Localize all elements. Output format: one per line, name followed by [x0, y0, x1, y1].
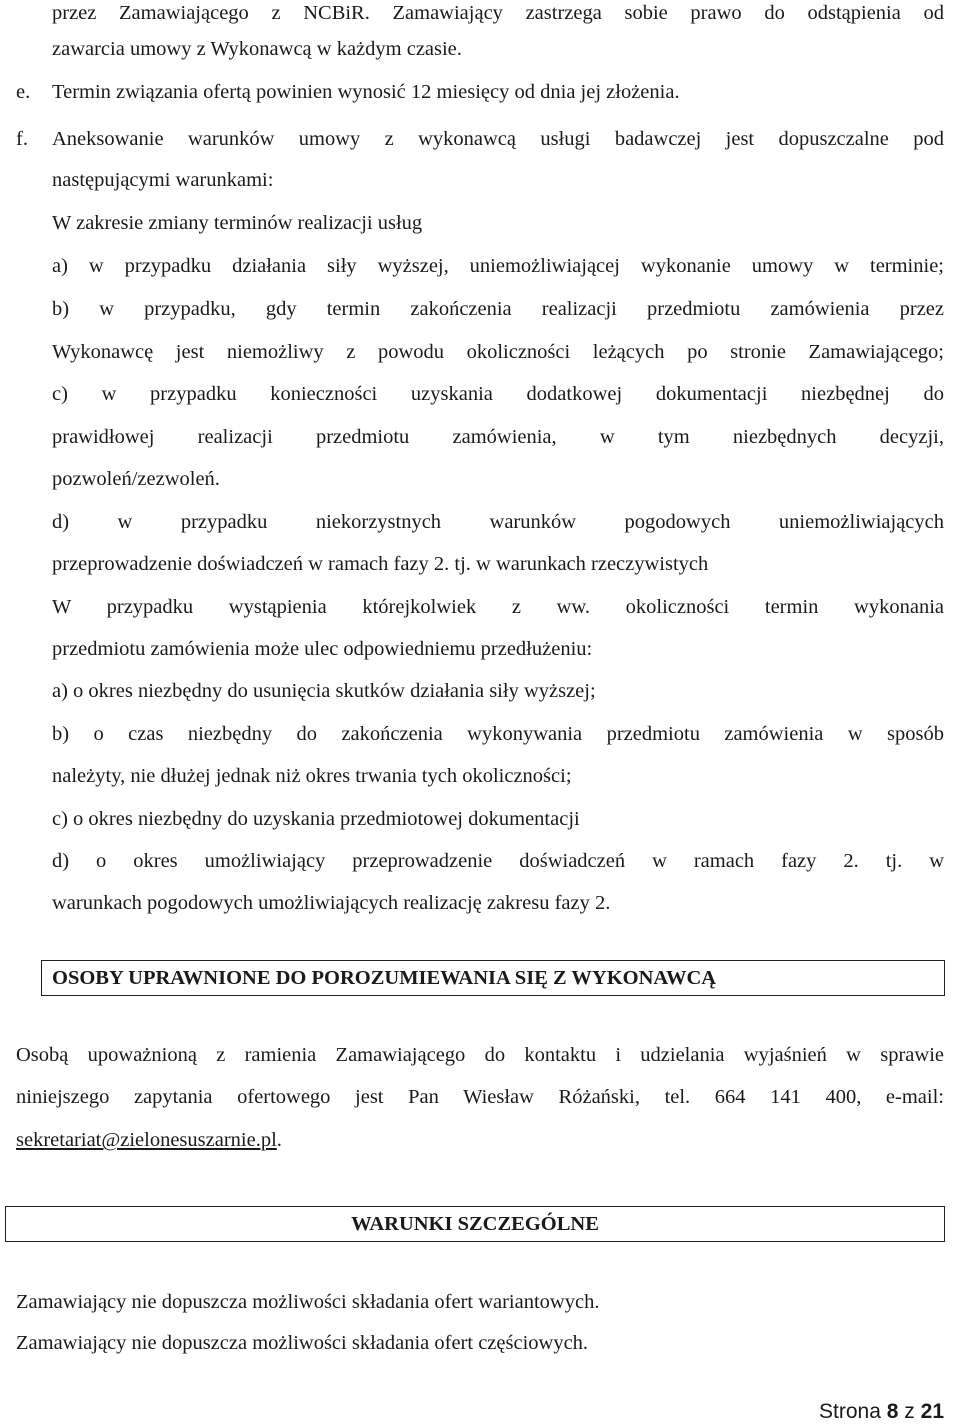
paragraph-line: b) w przypadku, gdy termin zakończenia realizacji przedmiotu zamówienia przez: [52, 298, 944, 320]
paragraph-line: W zakresie zmiany terminów realizacji usług: [52, 212, 423, 234]
paragraph-line: Osobą upoważnioną z ramienia Zamawiającego do kontaktu i udzielania wyjaśnień w sprawie: [16, 1044, 944, 1066]
paragraph-line: zawarcia umowy z Wykonawcą w każdym czasie.: [52, 38, 462, 60]
paragraph-line: prawidłowej realizacji przedmiotu zamówienia, w tym niezbędnych decyzji,: [52, 426, 944, 448]
section-heading-text: WARUNKI SZCZEGÓLNE: [351, 1213, 599, 1235]
paragraph-line: b) o czas niezbędny do zakończenia wykonywania przedmiotu zamówienia w sposób: [52, 723, 944, 745]
paragraph-line: przedmiotu zamówienia może ulec odpowiedniemu przedłużeniu:: [52, 638, 593, 660]
page-number: [819, 1398, 944, 1426]
paragraph-line: Wykonawcę jest niemożliwy z powodu okoliczności leżących po stronie Zamawiającego;: [52, 341, 944, 363]
list-item-text: Aneksowanie warunków umowy z wykonawcą usługi badawczej jest dopuszczalne pod: [52, 128, 944, 150]
list-bullet: e.: [16, 81, 31, 103]
list-item-text: Termin związania ofertą powinien wynosić 12 miesięcy od dnia jej złożenia.: [52, 81, 680, 103]
contact-email-line: [16, 1127, 282, 1153]
list-item-e: [16, 79, 680, 105]
paragraph-line: a) w przypadku działania siły wyższej, uniemożliwiającej wykonanie umowy w terminie;: [52, 255, 944, 277]
current-page: 8: [886, 1400, 899, 1423]
paragraph-line: W przypadku wystąpienia którejkolwiek z ww. okoliczności termin wykonania: [52, 596, 944, 618]
paragraph-line: warunkach pogodowych umożliwiających realizację zakresu fazy 2.: [52, 892, 611, 914]
paragraph-line: c) o okres niezbędny do uzyskania przedmiotowej dokumentacji: [52, 808, 580, 830]
paragraph-line: a) o okres niezbędny do usunięcia skutków działania siły wyższej;: [52, 680, 596, 702]
section-heading-contact: [41, 960, 945, 996]
section-heading-terms: [5, 1206, 945, 1242]
paragraph-line: należyty, nie dłużej jednak niż okres trwania tych okoliczności;: [52, 765, 572, 787]
paragraph-line: Zamawiający nie dopuszcza możliwości składania ofert wariantowych.: [16, 1291, 600, 1313]
list-item-f: [16, 126, 944, 152]
paragraph-line: Zamawiający nie dopuszcza możliwości składania ofert częściowych.: [16, 1332, 589, 1354]
paragraph-line: następującymi warunkami:: [52, 169, 274, 191]
section-heading-text: OSOBY UPRAWNIONE DO POROZUMIEWANIA SIĘ Z WYKONAWCĄ: [52, 967, 717, 989]
page-separator: z: [904, 1400, 915, 1423]
email-tail: .: [276, 1129, 282, 1151]
email-link[interactable]: sekretariat@zielonesuszarnie.pl: [16, 1129, 277, 1151]
list-bullet: f.: [16, 128, 28, 150]
page-prefix: Strona: [819, 1400, 881, 1423]
paragraph-line: niniejszego zapytania ofertowego jest Pan Wiesław Różański, tel. 664 141 400, e-mail:: [16, 1086, 944, 1108]
paragraph-line: d) o okres umożliwiający przeprowadzenie doświadczeń w ramach fazy 2. tj. w: [52, 850, 944, 872]
paragraph-line: przez Zamawiającego z NCBiR. Zamawiający zastrzega sobie prawo do odstąpienia od: [52, 2, 944, 24]
paragraph-line: d) w przypadku niekorzystnych warunków pogodowych uniemożliwiających: [52, 511, 944, 533]
paragraph-line: c) w przypadku konieczności uzyskania dodatkowej dokumentacji niezbędnej do: [52, 383, 944, 405]
total-pages: 21: [920, 1400, 944, 1423]
paragraph-line: pozwoleń/zezwoleń.: [52, 468, 220, 490]
paragraph-line: przeprowadzenie doświadczeń w ramach fazy 2. tj. w warunkach rzeczywistych: [52, 553, 709, 575]
